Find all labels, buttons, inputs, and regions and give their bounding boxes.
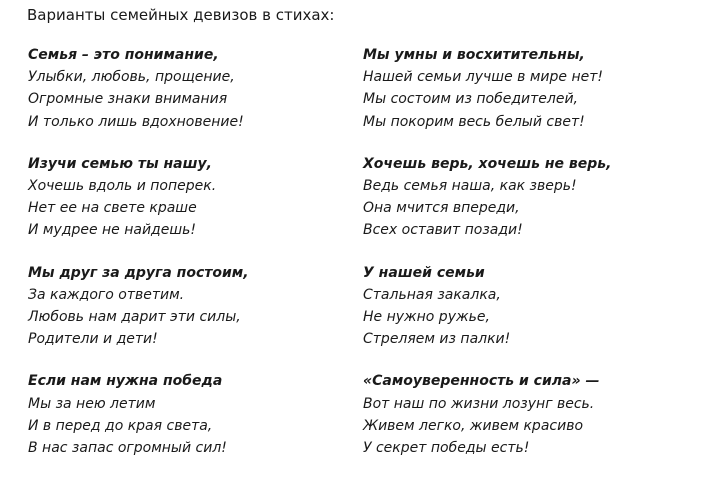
stanza-line: Мы покорим весь белый свет! xyxy=(363,113,585,130)
stanza-title: Хочешь верь, хочешь не верь, xyxy=(363,155,612,172)
stanza-line: И мудрее не найдешь! xyxy=(28,222,197,239)
stanza-line: Стальная закалка, xyxy=(363,286,501,303)
poem-stanza xyxy=(28,370,358,459)
stanza-line: Нашей семьи лучше в мире нет! xyxy=(363,69,603,86)
stanza-line: Улыбки, любовь, прощение, xyxy=(28,69,235,86)
poem-stanza xyxy=(28,44,358,133)
stanza-line: Нет ее на свете краше xyxy=(28,200,197,217)
stanza-line: Огромные знаки внимания xyxy=(28,91,228,108)
right-column xyxy=(363,44,693,479)
stanza-line: Стреляем из палки! xyxy=(363,331,511,348)
stanza-title: У нашей семьи xyxy=(363,264,485,281)
poem-stanza xyxy=(363,370,693,459)
stanza-line: За каждого ответим. xyxy=(28,286,185,303)
stanza-line: Она мчится впереди, xyxy=(363,200,520,217)
stanza-title: Семья – это понимание, xyxy=(28,47,219,63)
poem-stanza xyxy=(28,153,358,242)
stanza-line: И в перед до края света, xyxy=(28,417,213,434)
page-heading: Варианты семейных девизов в стихах: xyxy=(27,6,335,24)
stanza-line: Не нужно ружье, xyxy=(363,309,490,326)
poem-stanza xyxy=(363,44,693,133)
stanza-title: «Самоуверенность и сила» — xyxy=(363,373,600,390)
stanza-line: Вот наш по жизни лозунг весь. xyxy=(363,395,595,412)
left-column xyxy=(28,44,358,479)
stanza-line: И только лишь вдохновение! xyxy=(28,113,244,130)
stanza-line: Мы состоим из победителей, xyxy=(363,91,578,108)
stanza-line: У секрет победы есть! xyxy=(363,440,530,457)
stanza-line: Ведь семья наша, как зверь! xyxy=(363,178,577,195)
poem-stanza xyxy=(363,153,693,242)
stanza-line: Всех оставит позади! xyxy=(363,222,523,239)
stanza-line: Родители и дети! xyxy=(28,331,158,348)
stanza-line: Живем легко, живем красиво xyxy=(363,417,584,434)
stanza-title: Мы друг за друга постоим, xyxy=(28,264,249,281)
stanza-line: В нас запас огромный сил! xyxy=(28,440,227,457)
stanza-title: Мы умны и восхитительны, xyxy=(363,47,585,63)
stanza-title: Если нам нужна победа xyxy=(28,373,223,390)
poem-stanza xyxy=(363,262,693,351)
poem-stanza xyxy=(28,262,358,351)
stanza-line: Хочешь вдоль и поперек. xyxy=(28,178,217,195)
stanza-line: Мы за нею летим xyxy=(28,395,156,412)
stanza-line: Любовь нам дарит эти силы, xyxy=(28,309,241,326)
stanza-title: Изучи семью ты нашу, xyxy=(28,155,212,172)
